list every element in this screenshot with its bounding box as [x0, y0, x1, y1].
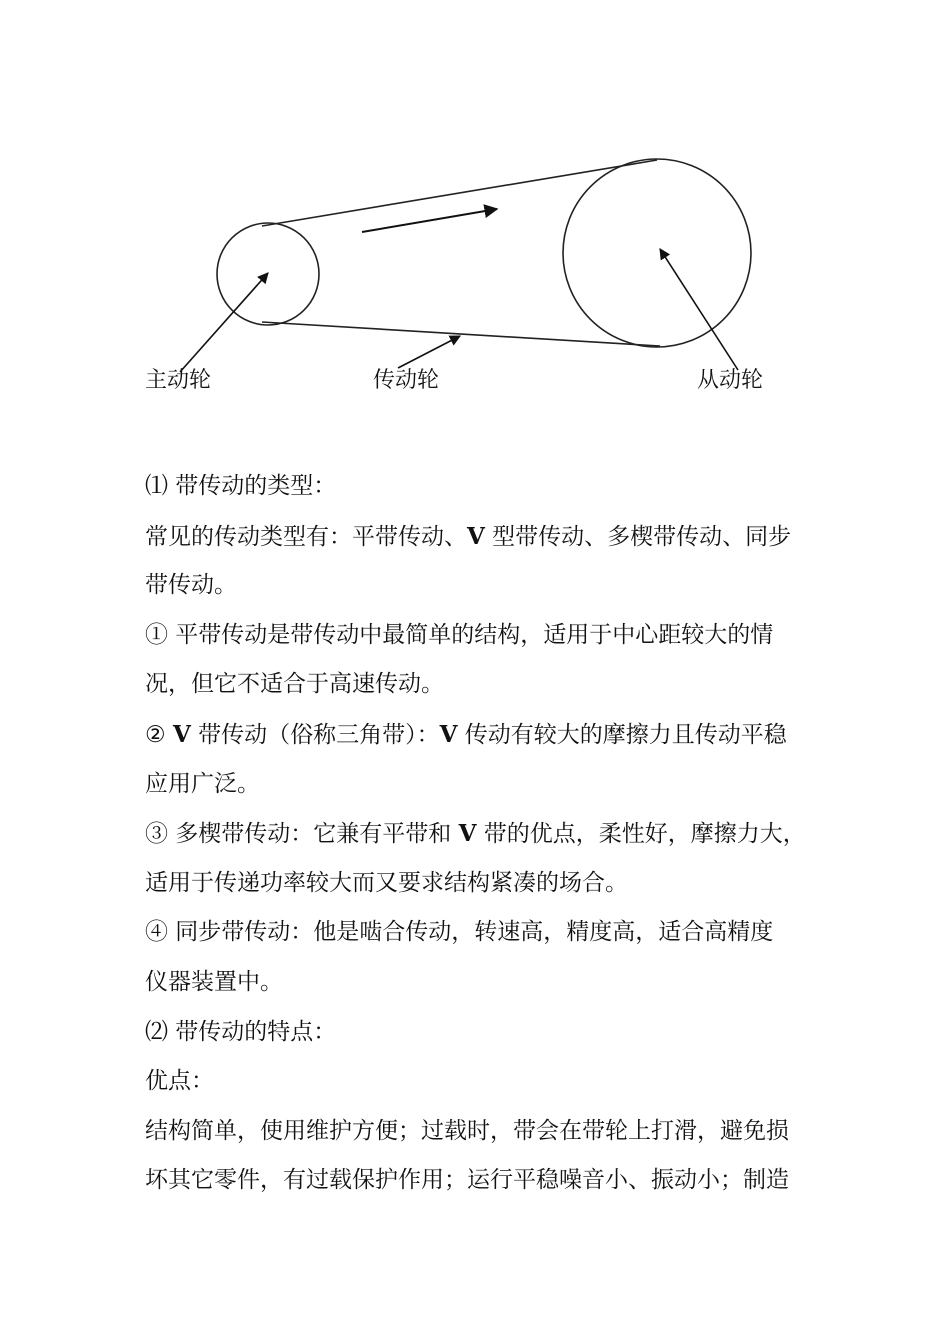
paragraph-line: 结构简单，使用维护方便；过载时，带会在带轮上打滑，避免损 [145, 1117, 789, 1144]
belt-label: 传动轮 [373, 368, 440, 393]
text-span: ③ 多楔带传动：它兼有平带和 [145, 821, 459, 848]
driving-pulley-label: 主动轮 [145, 368, 212, 393]
paragraph-line: 应用广泛。 [145, 770, 260, 797]
paragraph-line: 况，但它不适合于高速传动。 [145, 671, 444, 698]
belt-drive-figure [0, 0, 950, 420]
paragraph-line: 仪器装置中。 [145, 968, 283, 995]
text-span: 带传动（俗称三角带）： [190, 721, 440, 748]
paragraph-line: 适用于传递功率较大而又要求结构紧凑的场合。 [145, 869, 628, 896]
text-span: 带的优点，柔性好，摩擦力大， [476, 821, 806, 848]
list-item-flat-belt: ① 平带传动是带传动中最简单的结构，适用于中心距较大的情 [145, 621, 774, 648]
belt-lower-line [262, 322, 660, 346]
subheading-advantages: 优点： [145, 1068, 214, 1095]
bold-v-text: V [172, 720, 191, 748]
text-span: 传动有较大的摩擦力且传动平稳 [457, 721, 787, 748]
paragraph-line: 坏其它零件，有过载保护作用；运行平稳噪音小、振动小；制造 [145, 1167, 789, 1194]
belt-drive-diagram [0, 0, 950, 420]
text-span: ② [145, 721, 173, 748]
paragraph-line: 带传动。 [145, 572, 237, 599]
list-item-synchronous-belt: ④ 同步带传动：他是啮合传动，转速高，精度高，适合高精度 [145, 919, 774, 946]
driven-pulley-pointer-arrow [660, 249, 738, 370]
belt-direction-arrow [362, 209, 497, 232]
bold-v-text: V [458, 820, 477, 848]
document-body [145, 462, 825, 1206]
driven-pulley-circle [563, 159, 751, 347]
bold-v-text: V [439, 720, 458, 748]
text-span: 型带传动、多楔带传动、同步 [484, 523, 792, 550]
paragraph-line [145, 512, 825, 562]
text-span: 常见的传动类型有：平带传动、 [145, 523, 467, 550]
list-item-multi-wedge-belt [145, 809, 825, 859]
driven-pulley-label: 从动轮 [697, 368, 764, 393]
section-heading-features: ⑵ 带传动的特点： [145, 1018, 337, 1045]
belt-pointer-arrow [398, 336, 460, 368]
section-heading-types: ⑴ 带传动的类型： [145, 473, 337, 499]
bold-v-text: V [467, 522, 485, 550]
list-item-v-belt [145, 710, 825, 760]
